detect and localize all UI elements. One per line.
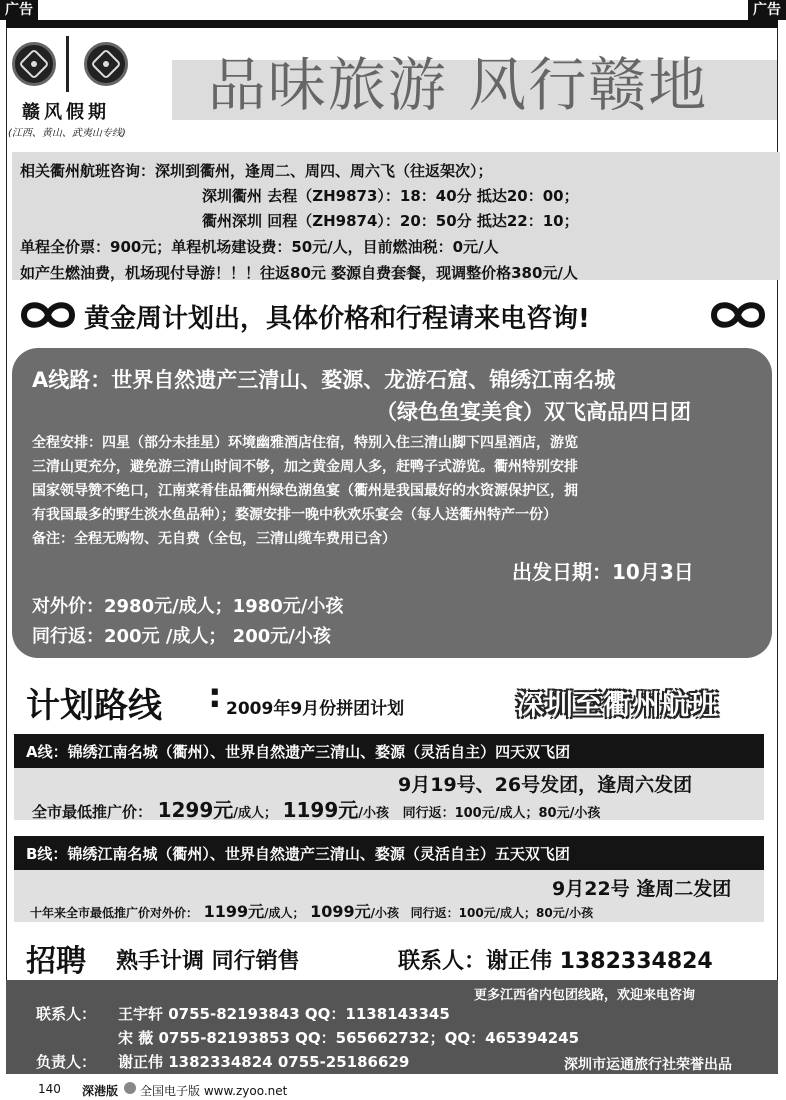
line-b-adult-price: 1199元 (203, 902, 265, 921)
flight-info-line-1: 相关衢州航班咨询：深圳到衢州，逢周二、周四、周六飞（往返架次）； (20, 162, 493, 180)
line-a-peer-rebate: 同行返：100元/成人；80元/小孩 (402, 806, 601, 821)
route-a-note: 备注：全程无购物、无自费（全包，三清山缆车费用已含） (32, 531, 396, 547)
flight-info-line-4: 单程全价票：900元；单程机场建设费：50元/人，目前燃油税：0元/人 (20, 238, 499, 256)
plan-colon: : (208, 676, 222, 716)
edition-logo-icon (124, 1082, 136, 1094)
footer-more-routes: 更多江西省内包团线路，欢迎来电咨询 (474, 988, 696, 1003)
line-b-price-row (30, 899, 593, 922)
route-a-desc-4: 有我国最多的野生淡水鱼品种）；婺源安排一晚中秋欢乐宴会（每人送衢州特产一份） (32, 507, 557, 523)
footer-manager-label: 负责人： (36, 1053, 97, 1071)
ornament-left-icon (20, 298, 76, 332)
line-b-peer-rebate: 同行返：100元/成人；80元/小孩 (410, 906, 594, 920)
page-number: 140 (38, 1082, 61, 1096)
footer-contact-1: 王宇轩 0755-82193843 QQ：1138143345 (118, 1005, 450, 1023)
brand-name: 赣风假期 (22, 102, 110, 123)
edition-label: 深港版 (82, 1084, 119, 1098)
line-a-adult-price: 1299元 (157, 798, 234, 822)
line-b-dates: 9月22号 逢周二发团 (552, 878, 732, 900)
route-a-peer-rebate: 同行返：200元 /成人； 200元/小孩 (32, 626, 331, 647)
route-a-desc-3: 国家领导赞不绝口，江南菜肴佳品衢州绿色湖鱼宴（衢州是我国最好的水资源保护区，拥 (32, 483, 578, 499)
footer-contact-label: 联系人： (36, 1005, 97, 1023)
line-b-adult-unit: /成人； (264, 906, 305, 920)
line-a-price-row (32, 794, 600, 823)
brand-logo-icon (12, 42, 56, 86)
line-b-price-label: 十年来全市最低推广价对外价： (30, 906, 199, 920)
ad-tag-left: 广告 (0, 0, 38, 20)
route-a-price: 对外价：2980元/成人；1980元/小孩 (32, 596, 344, 617)
logo-divider (66, 36, 69, 92)
footer-company: 深圳市运通旅行社荣誉出品 (564, 1057, 732, 1073)
slogan: 品味旅游 风行赣地 (207, 51, 709, 119)
route-a-desc-1: 全程安排：四星（部分未挂星）环境幽雅酒店住宿，特别入住三清山脚下四星酒店，游览 (32, 435, 578, 451)
golden-week-banner: 黄金周计划出，具体价格和行程请来电咨询! (84, 304, 590, 334)
brand-subtitle: (江西、黄山、武夷山专线) (8, 128, 126, 139)
recruit-positions: 熟手计调 同行销售 (116, 949, 300, 974)
brand-logo-icon-2 (84, 42, 128, 86)
line-a-dates: 9月19号、26号发团，逢周六发团 (398, 774, 693, 796)
line-b-child-price: 1099元 (310, 902, 371, 921)
route-a-depart-date: 出发日期：10月3日 (512, 560, 694, 584)
flight-route-banner: 深圳至衢州航班 (516, 688, 720, 721)
line-a-child-unit: /小孩 (358, 806, 390, 821)
line-a-header: A线：锦绣江南名城（衢州）、世界自然遗产三清山、婺源（灵活自主）四天双飞团 (26, 743, 571, 761)
line-b-header: B线：锦绣江南名城（衢州）、世界自然遗产三清山、婺源（灵活自主）五天双飞团 (26, 845, 570, 863)
ad-tag-right: 广告 (748, 0, 786, 20)
top-rule (6, 20, 778, 28)
flight-info-line-2: 深圳衢州 去程（ZH9873）：18：40分 抵达20：00； (202, 187, 579, 205)
plan-subtitle: 2009年9月份拼团计划 (226, 699, 405, 719)
recruit-contact: 联系人：谢正伟 13823348​24 (398, 949, 713, 974)
flight-info-line-3: 衢州深圳 回程（ZH9874）：20：50分 抵达22：10； (202, 212, 579, 230)
footer-contact-2: 宋 薇 0755-82193853 QQ：565662732；QQ：465394245 (118, 1029, 580, 1047)
route-a-title-1: A线路：世界自然遗产三清山、婺源、龙游石窟、锦绣江南名城 (32, 368, 616, 392)
route-a-desc-2: 三清山更充分，避免游三清山时间不够，加之黄金周人多，赶鸭子式游览。衢州特别安排 (32, 459, 578, 475)
site-link[interactable]: 全国电子版 www.zyoo.net (140, 1084, 288, 1098)
route-a-title-2: （绿色鱼宴美食）双飞高品四日团 (376, 400, 691, 424)
recruit-title: 招聘 (26, 944, 86, 979)
plan-title: 计划路线 (26, 686, 162, 726)
footer-manager: 谢正伟 1382334824 0755-25186629 (118, 1053, 410, 1071)
line-a-adult-unit: /成人； (233, 806, 278, 821)
line-b-child-unit: /小孩 (370, 906, 400, 920)
line-a-child-price: 1199元 (282, 798, 359, 822)
flight-info-line-5: 如产生燃油费，机场现付导游！！！往返80元 婺源自费套餐，现调整价格380元/人 (20, 264, 578, 282)
line-a-price-label: 全市最低推广价： (32, 803, 153, 821)
ornament-right-icon (710, 298, 766, 332)
